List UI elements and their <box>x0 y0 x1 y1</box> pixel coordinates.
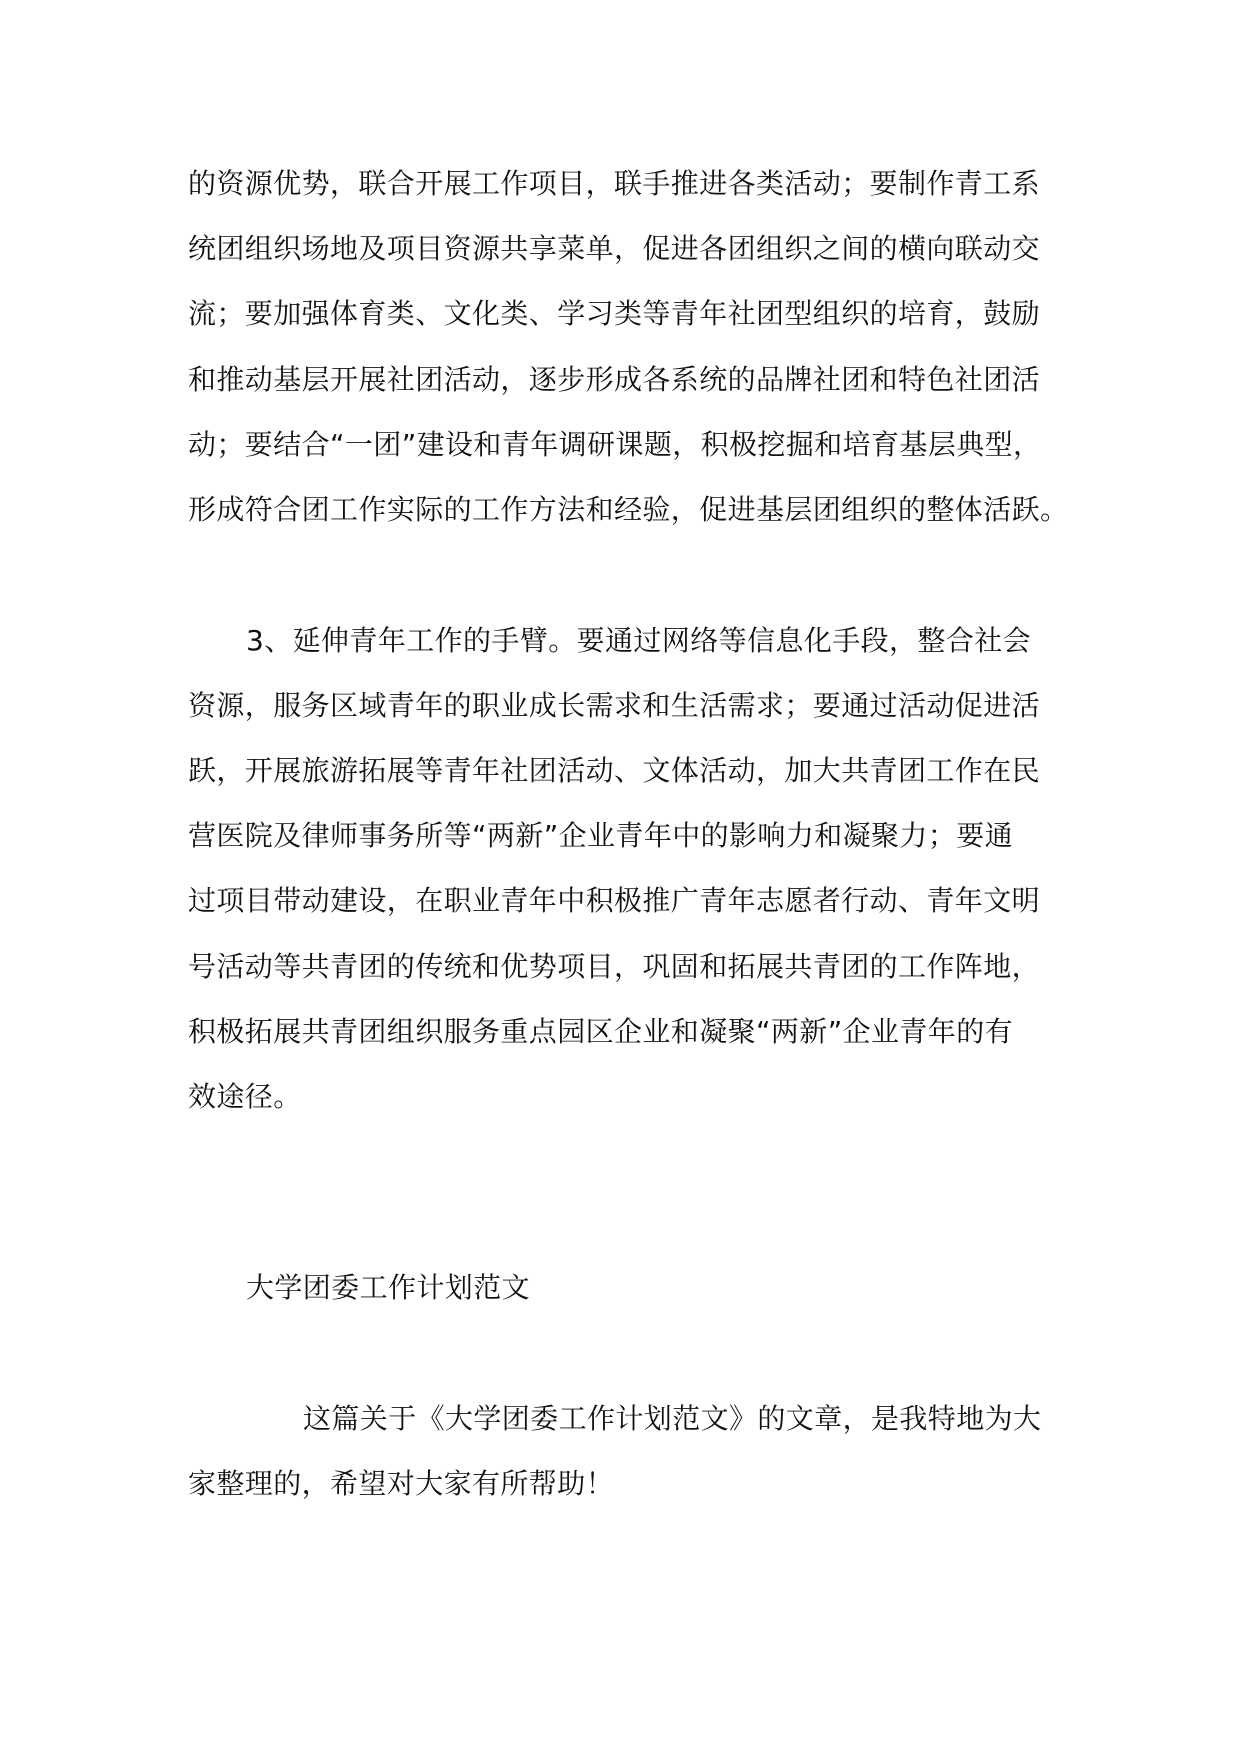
paragraph-line: 3、延伸青年工作的手臂。要通过网络等信息化手段，整合社会 <box>246 624 1032 657</box>
paragraph-line: 的资源优势，联合开展工作项目，联手推进各类活动；要制作青工系 <box>188 167 1041 200</box>
paragraph-line: 效途径。 <box>188 1080 302 1113</box>
paragraph-line: 和推动基层开展社团活动，逐步形成各系统的品牌社团和特色社团活 <box>188 363 1041 396</box>
paragraph-line: 家整理的，希望对大家有所帮助！ <box>188 1467 615 1500</box>
paragraph-line: 这篇关于《大学团委工作计划范文》的文章，是我特地为大 <box>303 1402 1042 1435</box>
paragraph-line: 形成符合团工作实际的工作方法和经验，促进基层团组织的整体活跃。 <box>188 493 1069 526</box>
paragraph-line: 号活动等共青团的传统和优势项目，巩固和拓展共青团的工作阵地， <box>188 950 1041 983</box>
paragraph-line: 过项目带动建设，在职业青年中积极推广青年志愿者行动、青年文明 <box>188 884 1041 917</box>
paragraph-line: 营医院及律师事务所等“两新”企业青年中的影响力和凝聚力；要通 <box>188 819 1014 852</box>
paragraph-line: 流；要加强体育类、文化类、学习类等青年社团型组织的培育，鼓励 <box>188 297 1041 330</box>
paragraph-line: 资源，服务区域青年的职业成长需求和生活需求；要通过活动促进活 <box>188 689 1041 722</box>
paragraph-line: 动；要结合“一团”建设和青年调研课题，积极挖掘和培育基层典型， <box>188 428 1042 461</box>
section-heading: 大学团委工作计划范文 <box>246 1271 531 1304</box>
paragraph-line: 跃，开展旅游拓展等青年社团活动、文体活动，加大共青团工作在民 <box>188 754 1041 787</box>
paragraph-line: 统团组织场地及项目资源共享菜单，促进各团组织之间的横向联动交 <box>188 232 1041 265</box>
paragraph-line: 积极拓展共青团组织服务重点园区企业和凝聚“两新”企业青年的有 <box>188 1015 1014 1048</box>
